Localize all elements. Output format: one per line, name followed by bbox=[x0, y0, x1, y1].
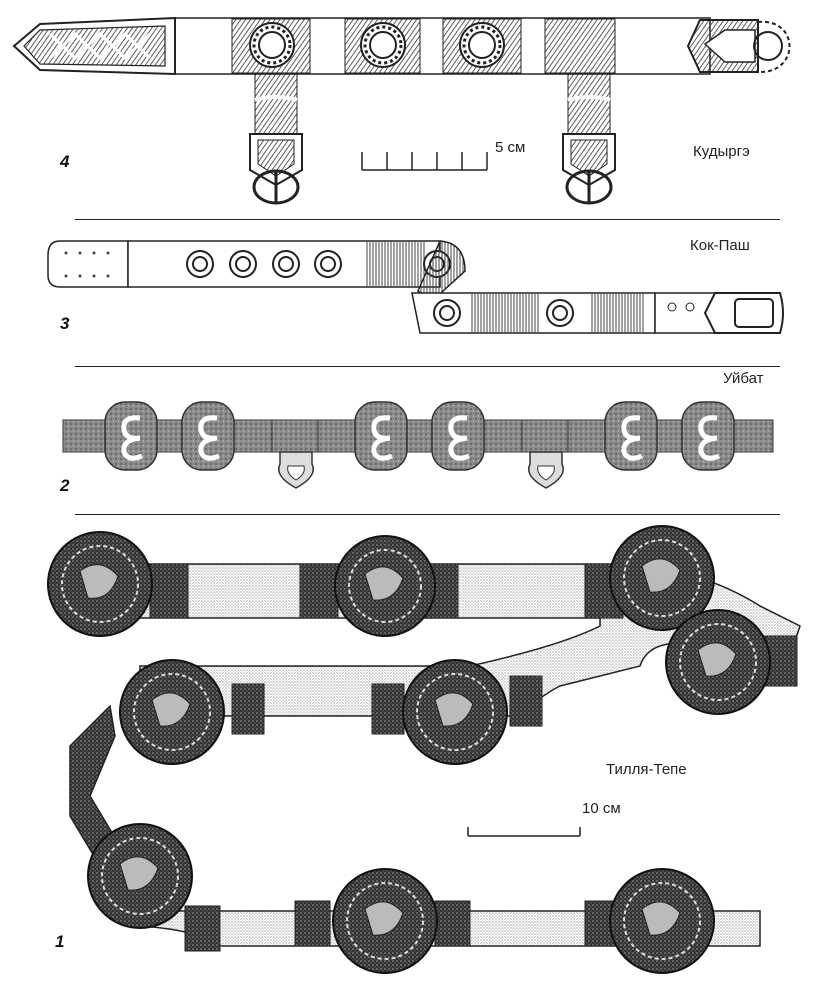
rosette bbox=[250, 23, 294, 67]
panel-uybat bbox=[0, 368, 834, 514]
pendant-strap bbox=[563, 74, 615, 203]
medallion bbox=[666, 610, 770, 714]
panel-number-4: 4 bbox=[60, 152, 70, 171]
medallion bbox=[48, 532, 152, 636]
medallion bbox=[333, 869, 437, 973]
plaque-group bbox=[318, 402, 523, 470]
plaque-group bbox=[63, 402, 273, 470]
panel-kudyrge bbox=[0, 0, 834, 218]
medallion bbox=[610, 869, 714, 973]
panel-number-2: 2 bbox=[60, 476, 70, 495]
divider-line bbox=[75, 514, 780, 515]
plaque-group bbox=[568, 402, 773, 470]
pendant bbox=[272, 420, 320, 488]
rosette bbox=[460, 23, 504, 67]
medallion bbox=[88, 824, 192, 928]
site-label-kudyrge: Кудыргэ bbox=[693, 143, 750, 160]
scale-bar-10cm bbox=[468, 827, 580, 836]
medallion bbox=[335, 536, 435, 636]
site-label-tillya-tepe: Тилля-Тепе bbox=[606, 761, 687, 778]
kudyrge-belt-drawing bbox=[0, 0, 834, 218]
belt-tip bbox=[48, 241, 128, 287]
divider-line bbox=[75, 219, 780, 220]
belt-plaque bbox=[545, 19, 615, 73]
tillya-tepe-belt-drawing bbox=[0, 516, 834, 1000]
scale-label: 5 см bbox=[495, 139, 526, 156]
scale-label: 10 см bbox=[582, 800, 621, 817]
panel-number-1: 1 bbox=[55, 932, 65, 951]
panel-kok-pash bbox=[0, 221, 834, 363]
pendant bbox=[522, 420, 570, 488]
medallion bbox=[120, 660, 224, 764]
panel-tillya-tepe bbox=[0, 516, 834, 1000]
site-label-kok-pash: Кок-Паш bbox=[690, 237, 750, 254]
scale-bar-5cm bbox=[362, 152, 487, 170]
uybat-belt-drawing bbox=[0, 368, 834, 514]
pendant-strap bbox=[250, 74, 302, 203]
panel-number-3: 3 bbox=[60, 314, 70, 333]
site-label-uybat: Уйбат bbox=[723, 370, 764, 387]
medallion bbox=[403, 660, 507, 764]
divider-line bbox=[75, 366, 780, 367]
rosette bbox=[361, 23, 405, 67]
